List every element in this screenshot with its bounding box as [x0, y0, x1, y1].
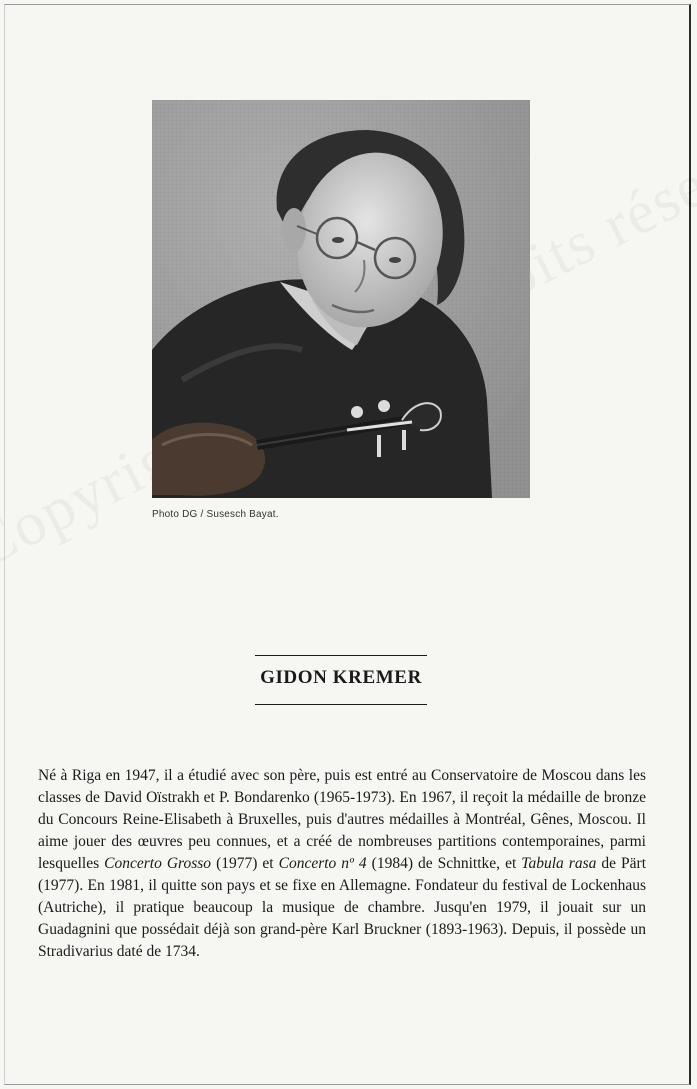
- work-title-concerto-4: Concerto nº 4: [278, 855, 367, 872]
- bio-text: Né à Riga en 1947, il a étudié avec son père, puis est entré au Conservatoire de Moscou dans les classes de David Oïstrakh et P. Bondarenko (1965-1973). En 1967, il reçoit la médaille de bronze du Concours Reine-Elisabeth à Bruxelles, puis d'autres médailles à Montréal, Gênes, Moscou. Il aime jouer des œuvres peu connues, et a créé de nombreuses partitions contemporaines, parmi lesquelles: [38, 767, 646, 872]
- biography-paragraph: [38, 765, 646, 963]
- work-title-concerto-grosso: Concerto Grosso: [104, 855, 212, 872]
- title-rule-top: [255, 655, 427, 656]
- work-title-tabula-rasa: Tabula rasa: [521, 855, 597, 872]
- bio-text: (1984) de Schnittke, et: [366, 855, 522, 872]
- title-rule-bottom: [255, 704, 427, 705]
- page-title: GIDON KREMER: [260, 667, 422, 688]
- bio-text: de Pärt (1977). En 1981, il quitte son pays et se fixe en Allemagne. Fondateur du festival de Lockenhaus (Autriche), il pratique beaucoup la musique de chambre. Jusqu'en 1979, il jouait sur un Guadagnini que possédait déjà son grand-père Karl Bruckner (1893-1963). Depuis, il possède un Stradivarius daté de 1734.: [38, 855, 646, 960]
- portrait-photo: [152, 100, 530, 498]
- photo-caption: Photo DG / Susesch Bayat.: [152, 509, 279, 520]
- bio-text: (1977) et: [211, 855, 279, 872]
- portrait-illustration: [152, 100, 530, 498]
